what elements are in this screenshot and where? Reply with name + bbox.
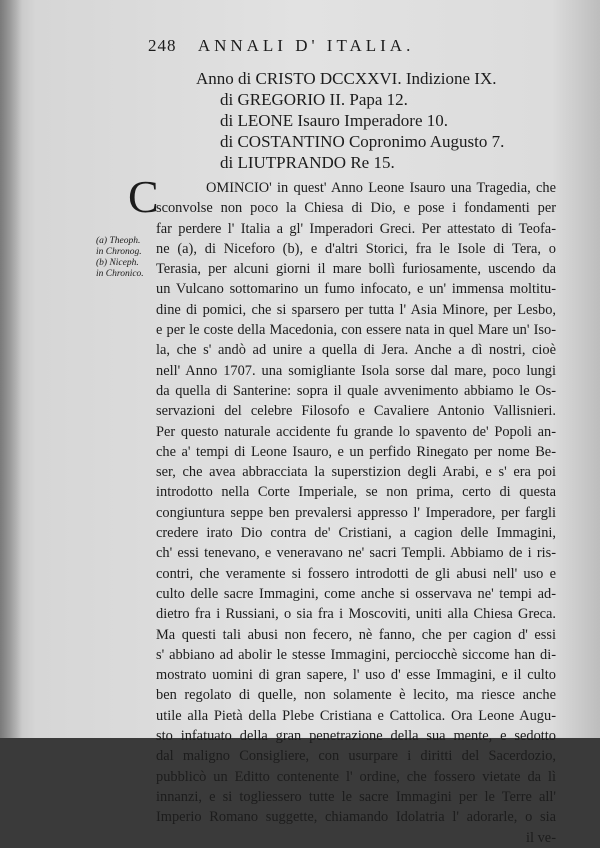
body-line: dal maligno Consigliere, con usurpare i diritti del Sacerdozio, [156,748,556,765]
heading-line: di GREGORIO II. Papa 12. [220,90,408,109]
body-line: Imperio Romano suggette, chiamando Idolatria l' adorarle, o sia [156,809,556,826]
body-line: Ma questi tali abusi non fecero, nè fanno, che per cagion d' essi [156,626,556,643]
body-line: dine di pomici, che si sparsero per tutta l' Asia Minore, per Lesbo, [156,301,556,318]
margin-note: in Chronico. [96,269,144,279]
body-line: contri, che veramente si fossero introdotti de gli abusi nell' uso e [156,565,556,582]
margin-note: in Chronog. [96,247,142,257]
body-line: la, che s' andò ad unire a quella di Jera. Anche a dì nostri, cioè [156,342,556,359]
margin-note: (b) Niceph. [96,258,139,268]
body-line: utile alla Pietà della Plebe Cristiana e Cattolica. Ora Leone Augu- [156,707,556,724]
page-number: 248 [148,36,177,55]
year-heading [196,68,576,173]
heading-line: di LIUTPRANDO Re 15. [220,153,395,172]
body-line: un Vulcano sottomarino un fumo infocato, e un' immensa moltitu- [156,281,556,298]
body-line: mostrato uomini di gran sapere, l' uso d' esse Immagini, e il culto [156,667,556,684]
body-line: culto delle sacre Immagini, come anche si osservava ne' tempi ad- [156,585,556,602]
body-line: Terasia, per alcuni giorni il mare bollì furiosamente, uscendo da [156,261,556,278]
body-line: sconvolse non poco la Chiesa di Dio, e pose i fondamenti per [156,200,556,217]
margin-note: (a) Theoph. [96,236,141,246]
body-line: nell' Anno 1707. una somigliante Isola sorse dal mare, poco lungi [156,362,556,379]
body-line: credere irato Dio contra de' Cristiani, a cagion delle Immagini, [156,525,556,542]
body-line: s' abbiano ad abolir le stesse Immagini, perciocchè siccome han di- [156,646,556,663]
body-line: servazioni del celebre Filosofo e Cavaliere Antonio Vallisnieri. [156,403,556,420]
body-line: sto infatuato della gran penetrazione della sua mente, e sedotto [156,728,556,745]
body-line: ser, che avea abbracciata la superstizion degli Arabi, e s' era poi [156,464,556,481]
heading-line: di LEONE Isauro Imperadore 10. [220,111,449,130]
body-line: il ve- [526,829,556,846]
body-line: dietro fra i Russiani, o sia fra i Moscoviti, uniti alla Chiesa Greca. [156,606,556,623]
running-title: ANNALI D' ITALIA. [197,36,415,55]
body-line: ben regolato di quelle, non solamente è lecito, ma riesce anche [156,687,556,704]
running-head [148,36,478,56]
body-line: ch' essi tenevano, e veneravano ne' sacri Templi. Abbiamo de i ris- [156,545,556,562]
page-gutter-shadow [0,0,22,738]
body-line: e per le coste della Macedonia, con essere nata in quel Mare un' Iso- [156,322,556,339]
body-line: Per questo naturale accidente fu grande lo spavento de' Popoli an- [156,423,556,440]
body-line: innanzi, e si togliessero tutte le sacre Immagini per le Terre all' [156,788,556,805]
heading-line: di COSTANTINO Copronimo Augusto 7. [220,132,505,151]
margin-notes [96,236,158,280]
body-text [128,171,556,848]
body-line: far perdere l' Italia a gl' Imperadori Greci. Per attestato di Teofa- [156,220,556,237]
body-line: ne (a), di Niceforo (b), e d'altri Storici, fra le Isole di Tera, o [156,240,556,257]
body-line: pubblicò un Editto contenente l' ordine, che fossero vietate da lì [156,768,556,785]
body-line: congiuntura seppe ben prevalersi appresso l' Imperadore, per fargli [156,504,556,521]
body-line: OMINCIO' in quest' Anno Leone Isauro una Tragedia, che [206,180,556,196]
drop-cap: C [128,171,159,222]
body-line: introdotto nella Corte Imperiale, se non prima, certo di questa [156,484,556,501]
body-line: da quella di Santerine: sopra il quale avvenimento abbiamo le Os- [156,382,556,399]
body-line: che a' tempi di Leone Isauro, e un perfido Rinegato per nome Be- [156,443,556,460]
heading-line: Anno di CRISTO DCCXXVI. Indizione IX. [196,69,497,88]
